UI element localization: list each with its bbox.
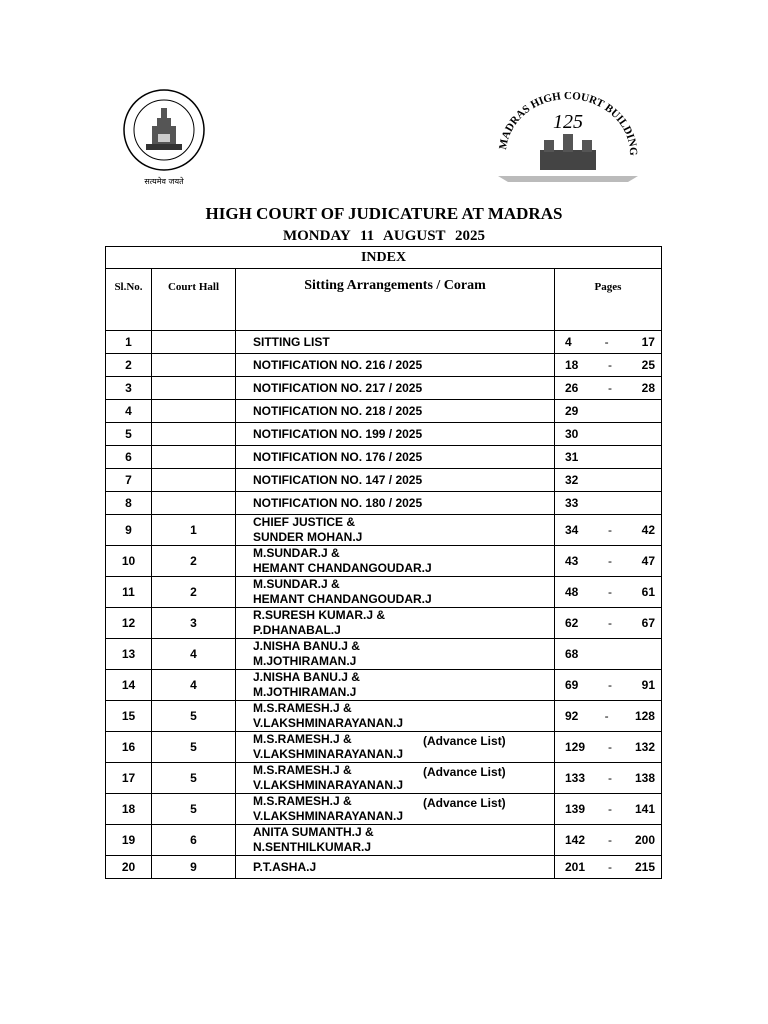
cell-pages [555, 423, 662, 446]
cell-court-hall: 4 [152, 639, 236, 670]
cell-sl-no: 3 [106, 377, 152, 400]
coram-line: NOTIFICATION NO. 216 / 2025 [253, 357, 423, 372]
cell-court-hall [152, 400, 236, 423]
page-dash: - [608, 616, 612, 630]
cell-sl-no: 7 [106, 469, 152, 492]
cell-sl-no: 8 [106, 492, 152, 515]
page-to: 215 [634, 860, 655, 874]
page-dash: - [608, 771, 612, 785]
page-to: 47 [641, 554, 655, 568]
cell-sl-no: 17 [106, 763, 152, 794]
cell-pages [555, 701, 662, 732]
cell-sl-no: 13 [106, 639, 152, 670]
table-row [106, 515, 662, 546]
coram-line: R.SURESH KUMAR.J & [253, 608, 386, 622]
cell-coram [236, 794, 555, 825]
cell-pages [555, 354, 662, 377]
cell-court-hall: 2 [152, 546, 236, 577]
page-from: 139 [565, 802, 586, 816]
cell-pages [555, 608, 662, 639]
page-dash: - [608, 554, 612, 568]
cell-sl-no: 10 [106, 546, 152, 577]
cell-court-hall: 3 [152, 608, 236, 639]
table-row [106, 492, 662, 515]
coram-line: M.JOTHIRAMAN.J [253, 654, 357, 668]
cell-pages [555, 469, 662, 492]
coram-line: NOTIFICATION NO. 218 / 2025 [253, 403, 423, 418]
cell-court-hall [152, 423, 236, 446]
page-from: 48 [565, 585, 579, 599]
table-row [106, 670, 662, 701]
cell-coram [236, 331, 555, 354]
coram-line: M.S.RAMESH.J & [253, 763, 352, 777]
cell-court-hall [152, 492, 236, 515]
coram-line: CHIEF JUSTICE & [253, 515, 356, 529]
cell-court-hall [152, 469, 236, 492]
col-header-sl-no: Sl.No. [106, 269, 152, 331]
page-from: 201 [565, 860, 586, 874]
cell-sl-no: 14 [106, 670, 152, 701]
coram-line: V.LAKSHMINARAYANAN.J [253, 747, 404, 761]
date-line: MONDAY 11 AUGUST 2025 [282, 228, 486, 244]
cell-court-hall: 6 [152, 825, 236, 856]
page-from: 29 [565, 404, 579, 418]
cell-court-hall: 5 [152, 732, 236, 763]
table-row [106, 701, 662, 732]
cell-sl-no: 18 [106, 794, 152, 825]
cell-coram [236, 763, 555, 794]
coram-line: NOTIFICATION NO. 147 / 2025 [253, 472, 423, 487]
table-row [106, 825, 662, 856]
advance-list-note: (Advance List) [423, 765, 506, 779]
svg-text:125: 125 [553, 111, 583, 133]
court-title: HIGH COURT OF JUDICATURE AT MADRAS [205, 204, 563, 223]
cell-pages [555, 515, 662, 546]
cell-court-hall: 4 [152, 670, 236, 701]
cell-pages [555, 546, 662, 577]
cell-court-hall: 5 [152, 763, 236, 794]
table-row [106, 423, 662, 446]
page-to: 25 [641, 358, 655, 372]
coram-line: M.S.RAMESH.J & [253, 794, 352, 808]
page-to: 28 [641, 381, 655, 395]
cell-coram [236, 732, 555, 763]
page-from: 4 [565, 335, 572, 349]
coram-line: M.JOTHIRAMAN.J [253, 685, 357, 699]
cell-coram [236, 400, 555, 423]
page-to: 91 [641, 678, 655, 692]
cell-coram [236, 492, 555, 515]
cell-coram [236, 577, 555, 608]
cell-sl-no: 6 [106, 446, 152, 469]
coram-line: NOTIFICATION NO. 176 / 2025 [253, 449, 423, 464]
page-to: 138 [634, 771, 655, 785]
cell-pages [555, 639, 662, 670]
table-row [106, 608, 662, 639]
page-to: 141 [634, 802, 655, 816]
page-from: 31 [565, 450, 579, 464]
coram-line: M.S.RAMESH.J & [253, 732, 352, 746]
table-row [106, 469, 662, 492]
advance-list-note: (Advance List) [423, 796, 506, 810]
cell-court-hall [152, 377, 236, 400]
table-row [106, 794, 662, 825]
page-to: 132 [634, 740, 655, 754]
cell-pages [555, 377, 662, 400]
cell-coram [236, 670, 555, 701]
cell-coram [236, 701, 555, 732]
table-row [106, 354, 662, 377]
page-from: 69 [565, 678, 579, 692]
page-from: 62 [565, 616, 579, 630]
cell-coram [236, 446, 555, 469]
cell-sl-no: 5 [106, 423, 152, 446]
page-dash: - [608, 585, 612, 599]
cell-pages [555, 856, 662, 879]
cell-pages [555, 670, 662, 701]
table-row [106, 856, 662, 879]
svg-text:MADRAS HIGH COURT BUILDING: MADRAS HIGH COURT BUILDING [497, 92, 640, 156]
cell-sl-no: 16 [106, 732, 152, 763]
cell-coram [236, 825, 555, 856]
cell-coram [236, 546, 555, 577]
page-to: 67 [641, 616, 655, 630]
page-from: 34 [565, 523, 579, 537]
page-dash: - [604, 335, 609, 349]
cell-sl-no: 2 [106, 354, 152, 377]
cell-pages [555, 400, 662, 423]
cell-court-hall: 5 [152, 701, 236, 732]
cell-court-hall [152, 331, 236, 354]
coram-line: V.LAKSHMINARAYANAN.J [253, 809, 404, 823]
cell-sl-no: 15 [106, 701, 152, 732]
cell-coram [236, 639, 555, 670]
coram-line: P.T.ASHA.J [253, 859, 317, 874]
page-from: 92 [565, 709, 579, 723]
page-from: 33 [565, 496, 579, 510]
high-court-seal-emblem [122, 88, 206, 190]
page-to: 42 [641, 523, 655, 537]
page-dash: - [608, 523, 612, 537]
coram-line: NOTIFICATION NO. 217 / 2025 [253, 380, 423, 395]
cell-pages [555, 331, 662, 354]
cell-coram [236, 377, 555, 400]
cell-court-hall [152, 446, 236, 469]
page-from: 133 [565, 771, 586, 785]
page-dash: - [608, 860, 612, 874]
coram-line: HEMANT CHANDANGOUDAR.J [253, 592, 432, 606]
cell-pages [555, 825, 662, 856]
cell-pages [555, 492, 662, 515]
col-header-court-hall: Court Hall [152, 269, 236, 331]
coram-line: M.SUNDAR.J & [253, 577, 340, 591]
cell-pages [555, 763, 662, 794]
cell-pages [555, 446, 662, 469]
index-table [105, 246, 662, 879]
coram-line: V.LAKSHMINARAYANAN.J [253, 716, 404, 730]
cell-sl-no: 4 [106, 400, 152, 423]
page-from: 142 [565, 833, 586, 847]
table-row [106, 732, 662, 763]
col-header-coram: Sitting Arrangements / Coram [236, 269, 555, 331]
table-row [106, 577, 662, 608]
page-from: 26 [565, 381, 579, 395]
coram-line: SITTING LIST [253, 334, 330, 349]
page-from: 68 [565, 647, 579, 661]
cell-sl-no: 9 [106, 515, 152, 546]
madras-high-court-building-125-emblem [488, 92, 648, 188]
cell-coram [236, 354, 555, 377]
coram-line: N.SENTHILKUMAR.J [253, 840, 372, 854]
coram-line: V.LAKSHMINARAYANAN.J [253, 778, 404, 792]
table-row [106, 400, 662, 423]
cell-coram [236, 423, 555, 446]
page-dash: - [608, 802, 612, 816]
page-to: 200 [634, 833, 655, 847]
page-from: 30 [565, 427, 579, 441]
table-row [106, 639, 662, 670]
coram-line: J.NISHA BANU.J & [253, 670, 360, 684]
page-dash: - [608, 678, 612, 692]
advance-list-note: (Advance List) [423, 734, 506, 748]
page-to: 61 [641, 585, 655, 599]
table-row [106, 763, 662, 794]
coram-line: NOTIFICATION NO. 180 / 2025 [253, 495, 423, 510]
coram-line: M.S.RAMESH.J & [253, 701, 352, 715]
cell-pages [555, 577, 662, 608]
table-row [106, 331, 662, 354]
cell-court-hall: 1 [152, 515, 236, 546]
coram-line: HEMANT CHANDANGOUDAR.J [253, 561, 432, 575]
cell-sl-no: 11 [106, 577, 152, 608]
cell-court-hall: 5 [152, 794, 236, 825]
coram-line: NOTIFICATION NO. 199 / 2025 [253, 426, 423, 441]
col-header-pages: Pages [555, 269, 662, 331]
cell-coram [236, 469, 555, 492]
cell-sl-no: 12 [106, 608, 152, 639]
page-dash: - [608, 740, 612, 754]
index-title: INDEX [106, 247, 662, 269]
page-to: 17 [641, 335, 655, 349]
cell-coram [236, 515, 555, 546]
coram-line: M.SUNDAR.J & [253, 546, 340, 560]
cell-pages [555, 794, 662, 825]
coram-line: SUNDER MOHAN.J [253, 530, 363, 544]
cell-court-hall: 9 [152, 856, 236, 879]
coram-line: ANITA SUMANTH.J & [253, 825, 374, 839]
cell-pages [555, 732, 662, 763]
cell-sl-no: 1 [106, 331, 152, 354]
page-from: 43 [565, 554, 579, 568]
page-dash: - [608, 833, 612, 847]
cell-court-hall [152, 354, 236, 377]
cell-sl-no: 19 [106, 825, 152, 856]
svg-text:सत्यमेव जयते: सत्यमेव जयते [144, 177, 184, 186]
page-to: 128 [634, 709, 655, 723]
cell-coram [236, 608, 555, 639]
page-from: 32 [565, 473, 579, 487]
page-dash: - [608, 381, 612, 395]
page-from: 129 [565, 740, 586, 754]
table-row [106, 377, 662, 400]
page-dash: - [604, 709, 609, 723]
page-from: 18 [565, 358, 579, 372]
cell-court-hall: 2 [152, 577, 236, 608]
cell-sl-no: 20 [106, 856, 152, 879]
coram-line: P.DHANABAL.J [253, 623, 341, 637]
page-dash: - [608, 358, 612, 372]
table-row [106, 446, 662, 469]
coram-line: J.NISHA BANU.J & [253, 639, 360, 653]
cell-coram [236, 856, 555, 879]
table-row [106, 546, 662, 577]
